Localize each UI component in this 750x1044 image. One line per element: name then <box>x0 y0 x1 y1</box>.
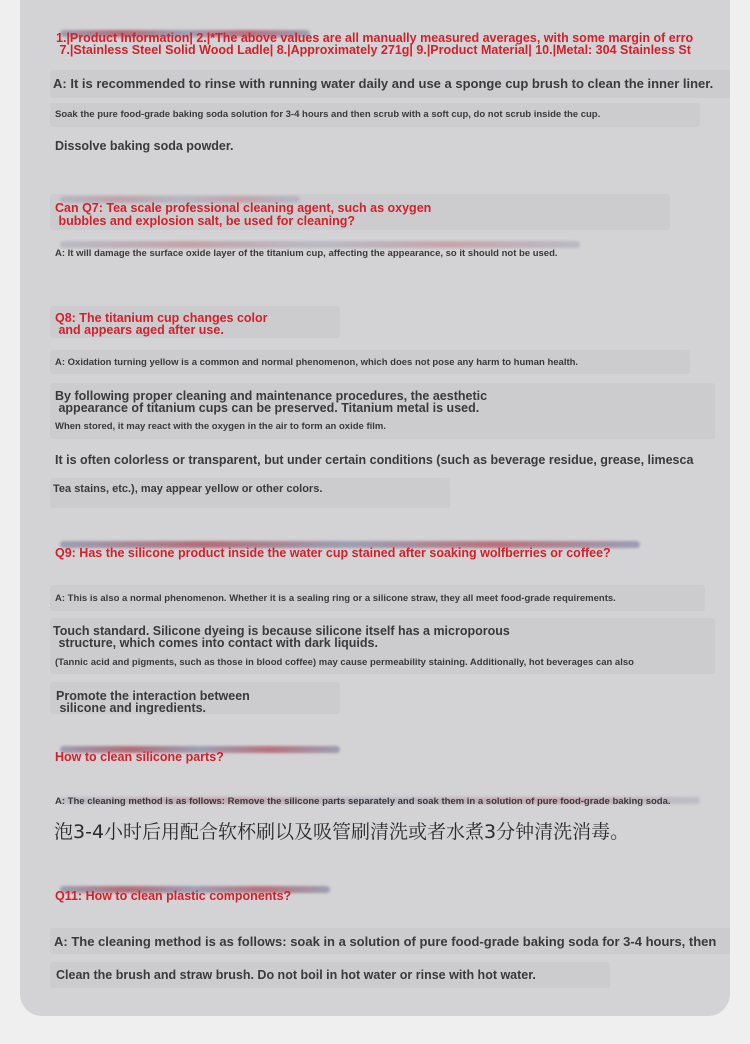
answer-q7: A: It will damage the surface oxide layer of the titanium cup, affecting the appearance, so it should not be used. <box>55 248 558 259</box>
dissolve-instruction: Dissolve baking soda powder. <box>55 139 234 153</box>
answer-q10: A: The cleaning method is as follows: Remove the silicone parts separately and soak them in a solution of pure food-grade baking soda. <box>55 796 671 807</box>
question-q8-line-1: Q8: The titanium cup changes color <box>55 311 268 325</box>
question-q8-line-2: and appears aged after use. <box>55 323 224 337</box>
chinese-instruction: 泡3-4小时后用配合软杯刷以及吸管刷清洗或者水煮3分钟清洗消毒。 <box>54 821 630 843</box>
answer-q9: A: This is also a normal phenomenon. Whether it is a sealing ring or a silicone straw, they all meet food-grade requirements. <box>55 593 616 604</box>
brush-instruction: Clean the brush and straw brush. Do not boil in hot water or rinse with hot water. <box>56 968 536 982</box>
promote-line-2: silicone and ingredients. <box>56 701 207 715</box>
care-line-1: By following proper cleaning and maintenance procedures, the aesthetic <box>55 389 488 403</box>
promote-line-1: Promote the interaction between <box>56 689 250 703</box>
touch-line-2: structure, which comes into contact with dark liquids. <box>55 636 378 650</box>
spec-line-2: 7.|Stainless Steel Solid Wood Ladle| 8.|Approximately 271g| 9.|Product Material| 10.|Metal: 304 Stainless St <box>56 43 691 57</box>
question-q11: Q11: How to clean plastic components? <box>55 889 292 903</box>
answer-rinse: A: It is recommended to rinse with running water daily and use a sponge cup brush to clean the inner liner. <box>53 76 714 91</box>
tannic-note: (Tannic acid and pigments, such as those in blood coffee) may cause permeability staining. Additionally, hot beverages can also <box>55 657 634 668</box>
answer-q8: A: Oxidation turning yellow is a common and normal phenomenon, which does not pose any harm to human health. <box>55 357 579 368</box>
question-q10: How to clean silicone parts? <box>55 750 224 764</box>
question-q7-line-1: Can Q7: Tea scale professional cleaning agent, such as oxygen <box>55 201 432 215</box>
stored-note: When stored, it may react with the oxygen in the air to form an oxide film. <box>55 421 386 432</box>
question-q9: Q9: Has the silicone product inside the water cup stained after soaking wolfberries or coffee? <box>55 546 611 560</box>
spec-line-1: 1.|Product Information| 2.|*The above values are all manually measured averages, with some margin of erro <box>56 31 694 45</box>
answer-q11: A: The cleaning method is as follows: soak in a solution of pure food-grade baking soda for 3-4 hours, then <box>54 934 717 949</box>
question-q7-line-2: bubbles and explosion salt, be used for cleaning? <box>55 214 356 228</box>
touch-line-1: Touch standard. Silicone dyeing is because silicone itself has a microporous <box>53 624 510 638</box>
blurred-header-strip <box>60 241 580 248</box>
care-line-2: appearance of titanium cups can be preserved. Titanium metal is used. <box>55 401 480 415</box>
soak-instruction: Soak the pure food-grade baking soda solution for 3-4 hours and then scrub with a soft cup, do not scrub inside the cup. <box>55 109 601 120</box>
faq-card <box>20 0 730 1016</box>
colorless-note: It is often colorless or transparent, but under certain conditions (such as beverage residue, grease, limesca <box>55 453 694 467</box>
tea-stains-note: Tea stains, etc.), may appear yellow or other colors. <box>53 483 323 495</box>
